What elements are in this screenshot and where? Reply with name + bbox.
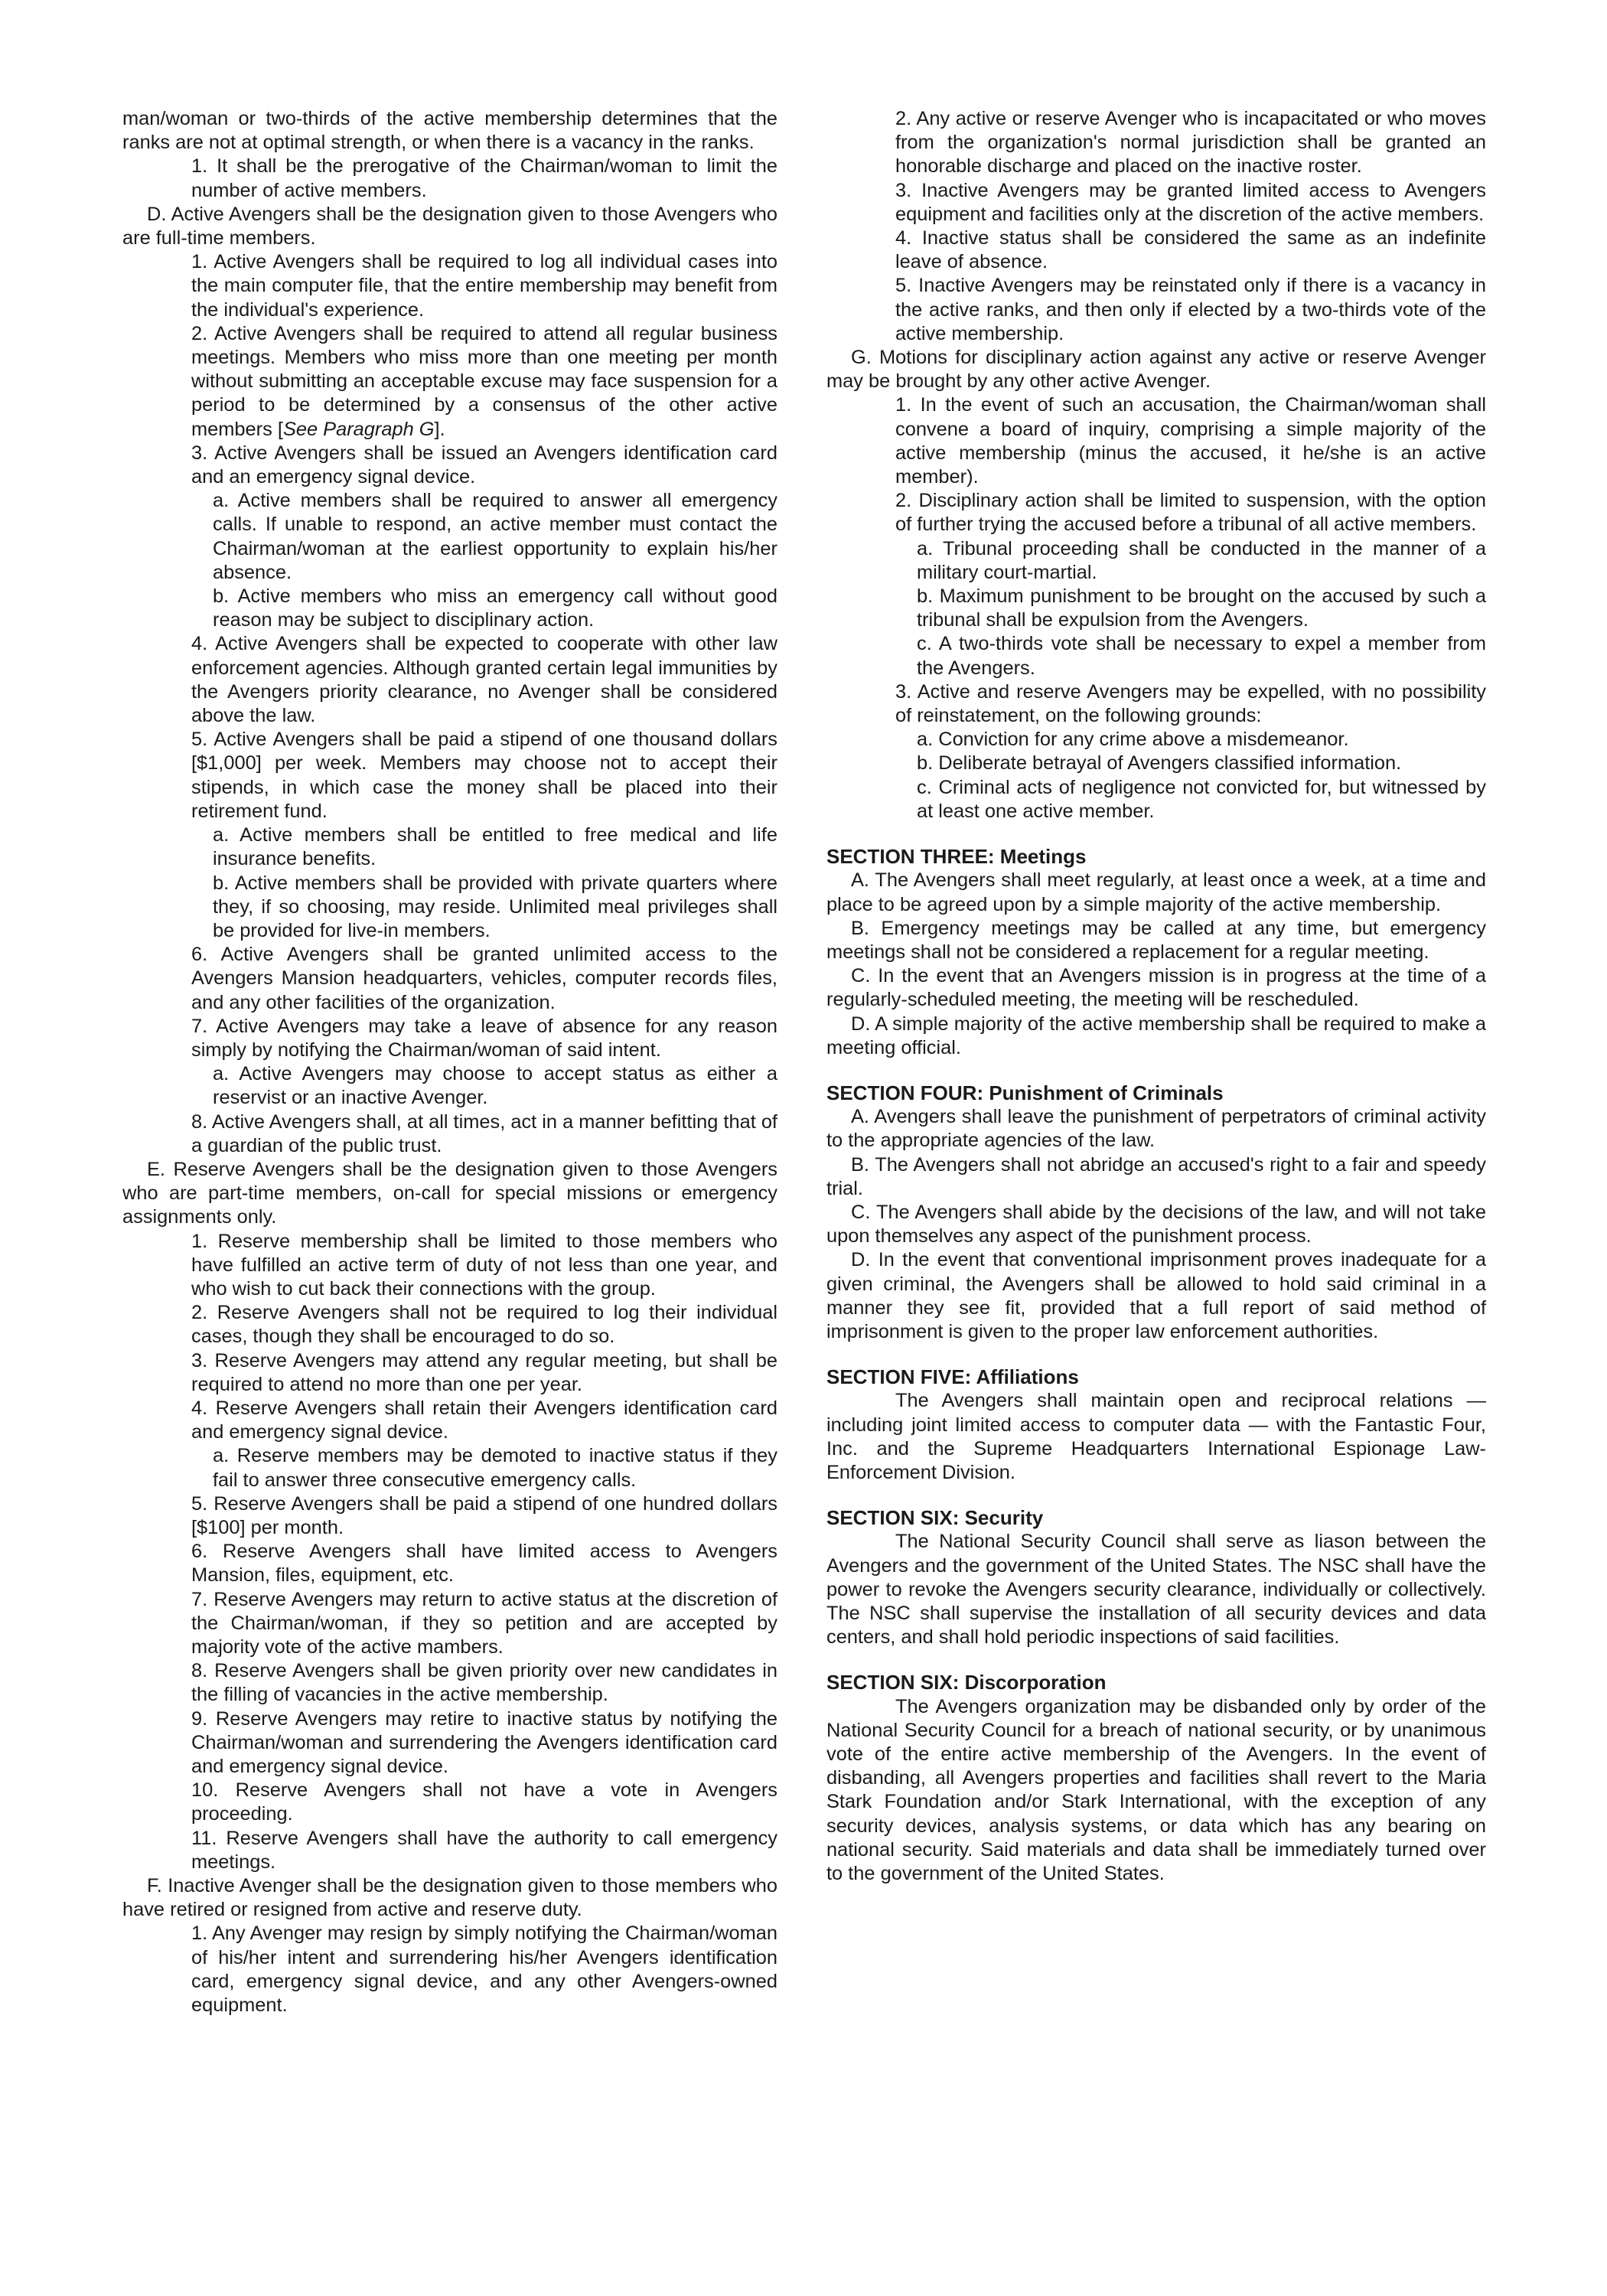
paragraph: 3. Active and reserve Avengers may be expelled, with no possibility of reinstatement, on the following grounds: [895, 680, 1486, 727]
paragraph: G. Motions for disciplinary action against any active or reserve Avenger may be brought by any other active Avenger. [826, 347, 1486, 393]
paragraph: man/woman or two-thirds of the active membership determines that the ranks are not at optimal strength, or when there is a vacancy in the ranks. [122, 108, 777, 154]
paragraph: 4. Active Avengers shall be expected to cooperate with other law enforcement agencies. Although granted certain legal immunities by the Avengers priority clearance, no Avenger shall be considered above the law. [191, 633, 777, 727]
paragraph: F. Inactive Avenger shall be the designation given to those members who have retired or resigned from active and reserve duty. [122, 1875, 777, 1921]
paragraph: a. Tribunal proceeding shall be conducted in the manner of a military court-martial. [917, 537, 1486, 583]
paragraph: 10. Reserve Avengers shall not have a vote in Avengers proceeding. [191, 1779, 777, 1825]
paragraph: The Avengers organization may be disbanded only by order of the National Security Council for a breach of national security, or by unanimous vote of the entire active membership of the Avengers. In the event of disbanding, all Avengers properties and facilities shall revert to the Maria Stark Foundation and/or Stark International, with the exception of any security devices, analysis systems, or data which has any bearing on national security. Said materials and data shall be immediately turned over to the government of the United States. [826, 1695, 1486, 1885]
paragraph: 8. Reserve Avengers shall be given priority over new candidates in the filling of vacancies in the active membership. [191, 1660, 777, 1706]
paragraph: 5. Reserve Avengers shall be paid a stipend of one hundred dollars [$100] per month. [191, 1492, 777, 1538]
paragraph: 4. Inactive status shall be considered the same as an indefinite leave of absence. [895, 227, 1486, 273]
paragraph: 4. Reserve Avengers shall retain their Avengers identification card and emergency signal device. [191, 1397, 777, 1443]
paragraph: D. In the event that conventional imprisonment proves inadequate for a given criminal, the Avengers shall be allowed to hold said criminal in a manner they see fit, provided that a full report of said method of imprisonment is given to the proper law enforcement authorities. [826, 1249, 1486, 1342]
section-heading: SECTION FOUR: Punishment of Criminals [826, 1081, 1224, 1104]
paragraph: 6. Active Avengers shall be granted unlimited access to the Avengers Mansion headquarters, vehicles, computer records files, and any other facilities of the organization. [191, 944, 777, 1013]
paragraph: 3. Reserve Avengers may attend any regular meeting, but shall be required to attend no more than one per year. [191, 1349, 777, 1395]
paragraph: 6. Reserve Avengers shall have limited access to Avengers Mansion, files, equipment, etc. [191, 1541, 777, 1587]
paragraph: a. Active members shall be entitled to free medical and life insurance benefits. [213, 824, 777, 870]
paragraph: 7. Reserve Avengers may return to active status at the discretion of the Chairman/woman, if they so petition and are accepted by majority vote of the active mambers. [191, 1588, 777, 1658]
paragraph: The National Security Council shall serve as liason between the Avengers and the government of the United States. The NSC shall have the power to revoke the Avengers security clearance, individually or collectively. The NSC shall supervise the installation of all security devices and data centers, and shall hold periodic inspections of said facilities. [826, 1531, 1486, 1649]
section-heading: SECTION SIX: Security [826, 1506, 1044, 1530]
paragraph: b. Maximum punishment to be brought on the accused by such a tribunal shall be expulsion from the Avengers. [917, 585, 1486, 631]
paragraph: b. Active members shall be provided with private quarters where they, if so choosing, may reside. Unlimited meal privileges shall be provided for live-in members. [213, 872, 777, 941]
paragraph: a. Active Avengers may choose to accept status as either a reservist or an inactive Avenger. [213, 1063, 777, 1109]
paragraph: D. Active Avengers shall be the designation given to those Avengers who are full-time members. [122, 203, 777, 249]
section-heading: SECTION FIVE: Affiliations [826, 1365, 1079, 1389]
paragraph: a. Active members shall be required to answer all emergency calls. If unable to respond, an active member must contact the Chairman/woman at the earliest opportunity to explain his/her absence. [213, 490, 777, 583]
section-heading: SECTION SIX: Discorporation [826, 1671, 1107, 1694]
paragraph: C. The Avengers shall abide by the decisions of the law, and will not take upon themselves any aspect of the punishment process. [826, 1201, 1486, 1247]
paragraph: c. Criminal acts of negligence not convicted for, but witnessed by at least one active member. [917, 776, 1486, 822]
paragraph: 5. Active Avengers shall be paid a stipend of one thousand dollars [$1,000] per week. Members may choose not to accept their stipends, in which case the money shall be placed into their retirement fund. [191, 729, 777, 822]
paragraph: 9. Reserve Avengers may retire to inactive status by notifying the Chairman/woman and surrendering the Avengers identification card and emergency signal device. [191, 1707, 777, 1778]
paragraph: 2. Reserve Avengers shall not be required to log their individual cases, though they shall be encouraged to do so. [191, 1302, 777, 1348]
paragraph: b. Active members who miss an emergency call without good reason may be subject to disciplinary action. [213, 585, 777, 631]
paragraph: b. Deliberate betrayal of Avengers classified information. [917, 752, 1402, 775]
paragraph: 11. Reserve Avengers shall have the authority to call emergency meetings. [191, 1827, 777, 1873]
paragraph: 1. Active Avengers shall be required to log all individual cases into the main computer file, that the entire membership may benefit from the individual's experience. [191, 251, 777, 321]
paragraph: 5. Inactive Avengers may be reinstated only if there is a vacancy in the active ranks, and then only if elected by a two-thirds vote of the active membership. [895, 275, 1486, 344]
paragraph: 1. It shall be the prerogative of the Chairman/woman to limit the number of active members. [191, 155, 777, 201]
paragraph: E. Reserve Avengers shall be the designation given to those Avengers who are part-time members, on-call for special missions or emergency assignments only. [122, 1158, 777, 1228]
paragraph: B. Emergency meetings may be called at any time, but emergency meetings shall not be considered a replacement for a regular meeting. [826, 917, 1486, 963]
paragraph: 1. In the event of such an accusation, the Chairman/woman shall convene a board of inquiry, comprising a simple majority of the active membership (minus the accused, it he/she is an active member). [895, 394, 1486, 488]
paragraph: a. Conviction for any crime above a misdemeanor. [917, 729, 1349, 751]
right-column [826, 107, 1486, 1886]
paragraph: 3. Inactive Avengers may be granted limited access to Avengers equipment and facilities only at the discretion of the active members. [895, 179, 1486, 225]
paragraph: 8. Active Avengers shall, at all times, act in a manner befitting that of a guardian of the public trust. [191, 1110, 777, 1156]
left-column [122, 107, 777, 2017]
paragraph: A. The Avengers shall meet regularly, at least once a week, at a time and place to be agreed upon by a simple majority of the active membership. [826, 869, 1486, 915]
paragraph: The Avengers shall maintain open and reciprocal relations — including joint limited access to computer data — with the Fantastic Four, Inc. and the Supreme Headquarters International Espionage Law-Enforcement Division. [826, 1390, 1486, 1483]
paragraph: c. A two-thirds vote shall be necessary to expel a member from the Avengers. [917, 633, 1486, 679]
paragraph: 2. Any active or reserve Avenger who is incapacitated or who moves from the organization's normal jurisdiction shall be granted an honorable discharge and placed on the inactive roster. [895, 108, 1486, 178]
paragraph: 7. Active Avengers may take a leave of absence for any reason simply by notifying the Chairman/woman of said intent. [191, 1015, 777, 1061]
paragraph: 2. Active Avengers shall be required to attend all regular business meetings. Members who miss more than one meeting per month without submitting an acceptable excuse may face suspension for a period to be determined by a consensus of the other active members [See Paragraph G]. [191, 322, 777, 440]
paragraph: B. The Avengers shall not abridge an accused's right to a fair and speedy trial. [826, 1153, 1486, 1199]
section-heading: SECTION THREE: Meetings [826, 845, 1087, 869]
paragraph: 1. Any Avenger may resign by simply notifying the Chairman/woman of his/her intent and surrendering his/her Avengers identification card, emergency signal device, and any other Avengers-owned equipment. [191, 1923, 777, 2017]
paragraph: D. A simple majority of the active membership shall be required to make a meeting official. [826, 1013, 1486, 1058]
paragraph: C. In the event that an Avengers mission is in progress at the time of a regularly-scheduled meeting, the meeting will be rescheduled. [826, 965, 1486, 1011]
paragraph: 2. Disciplinary action shall be limited to suspension, with the option of further trying the accused before a tribunal of all active members. [895, 490, 1486, 536]
paragraph: A. Avengers shall leave the punishment of perpetrators of criminal activity to the appropriate agencies of the law. [826, 1106, 1486, 1152]
paragraph: 1. Reserve membership shall be limited to those members who have fulfilled an active term of duty of not less than one year, and who wish to cut back their connections with the group. [191, 1230, 777, 1300]
paragraph: 3. Active Avengers shall be issued an Avengers identification card and an emergency signal device. [191, 442, 777, 488]
paragraph: a. Reserve members may be demoted to inactive status if they fail to answer three consecutive emergency calls. [213, 1445, 777, 1491]
